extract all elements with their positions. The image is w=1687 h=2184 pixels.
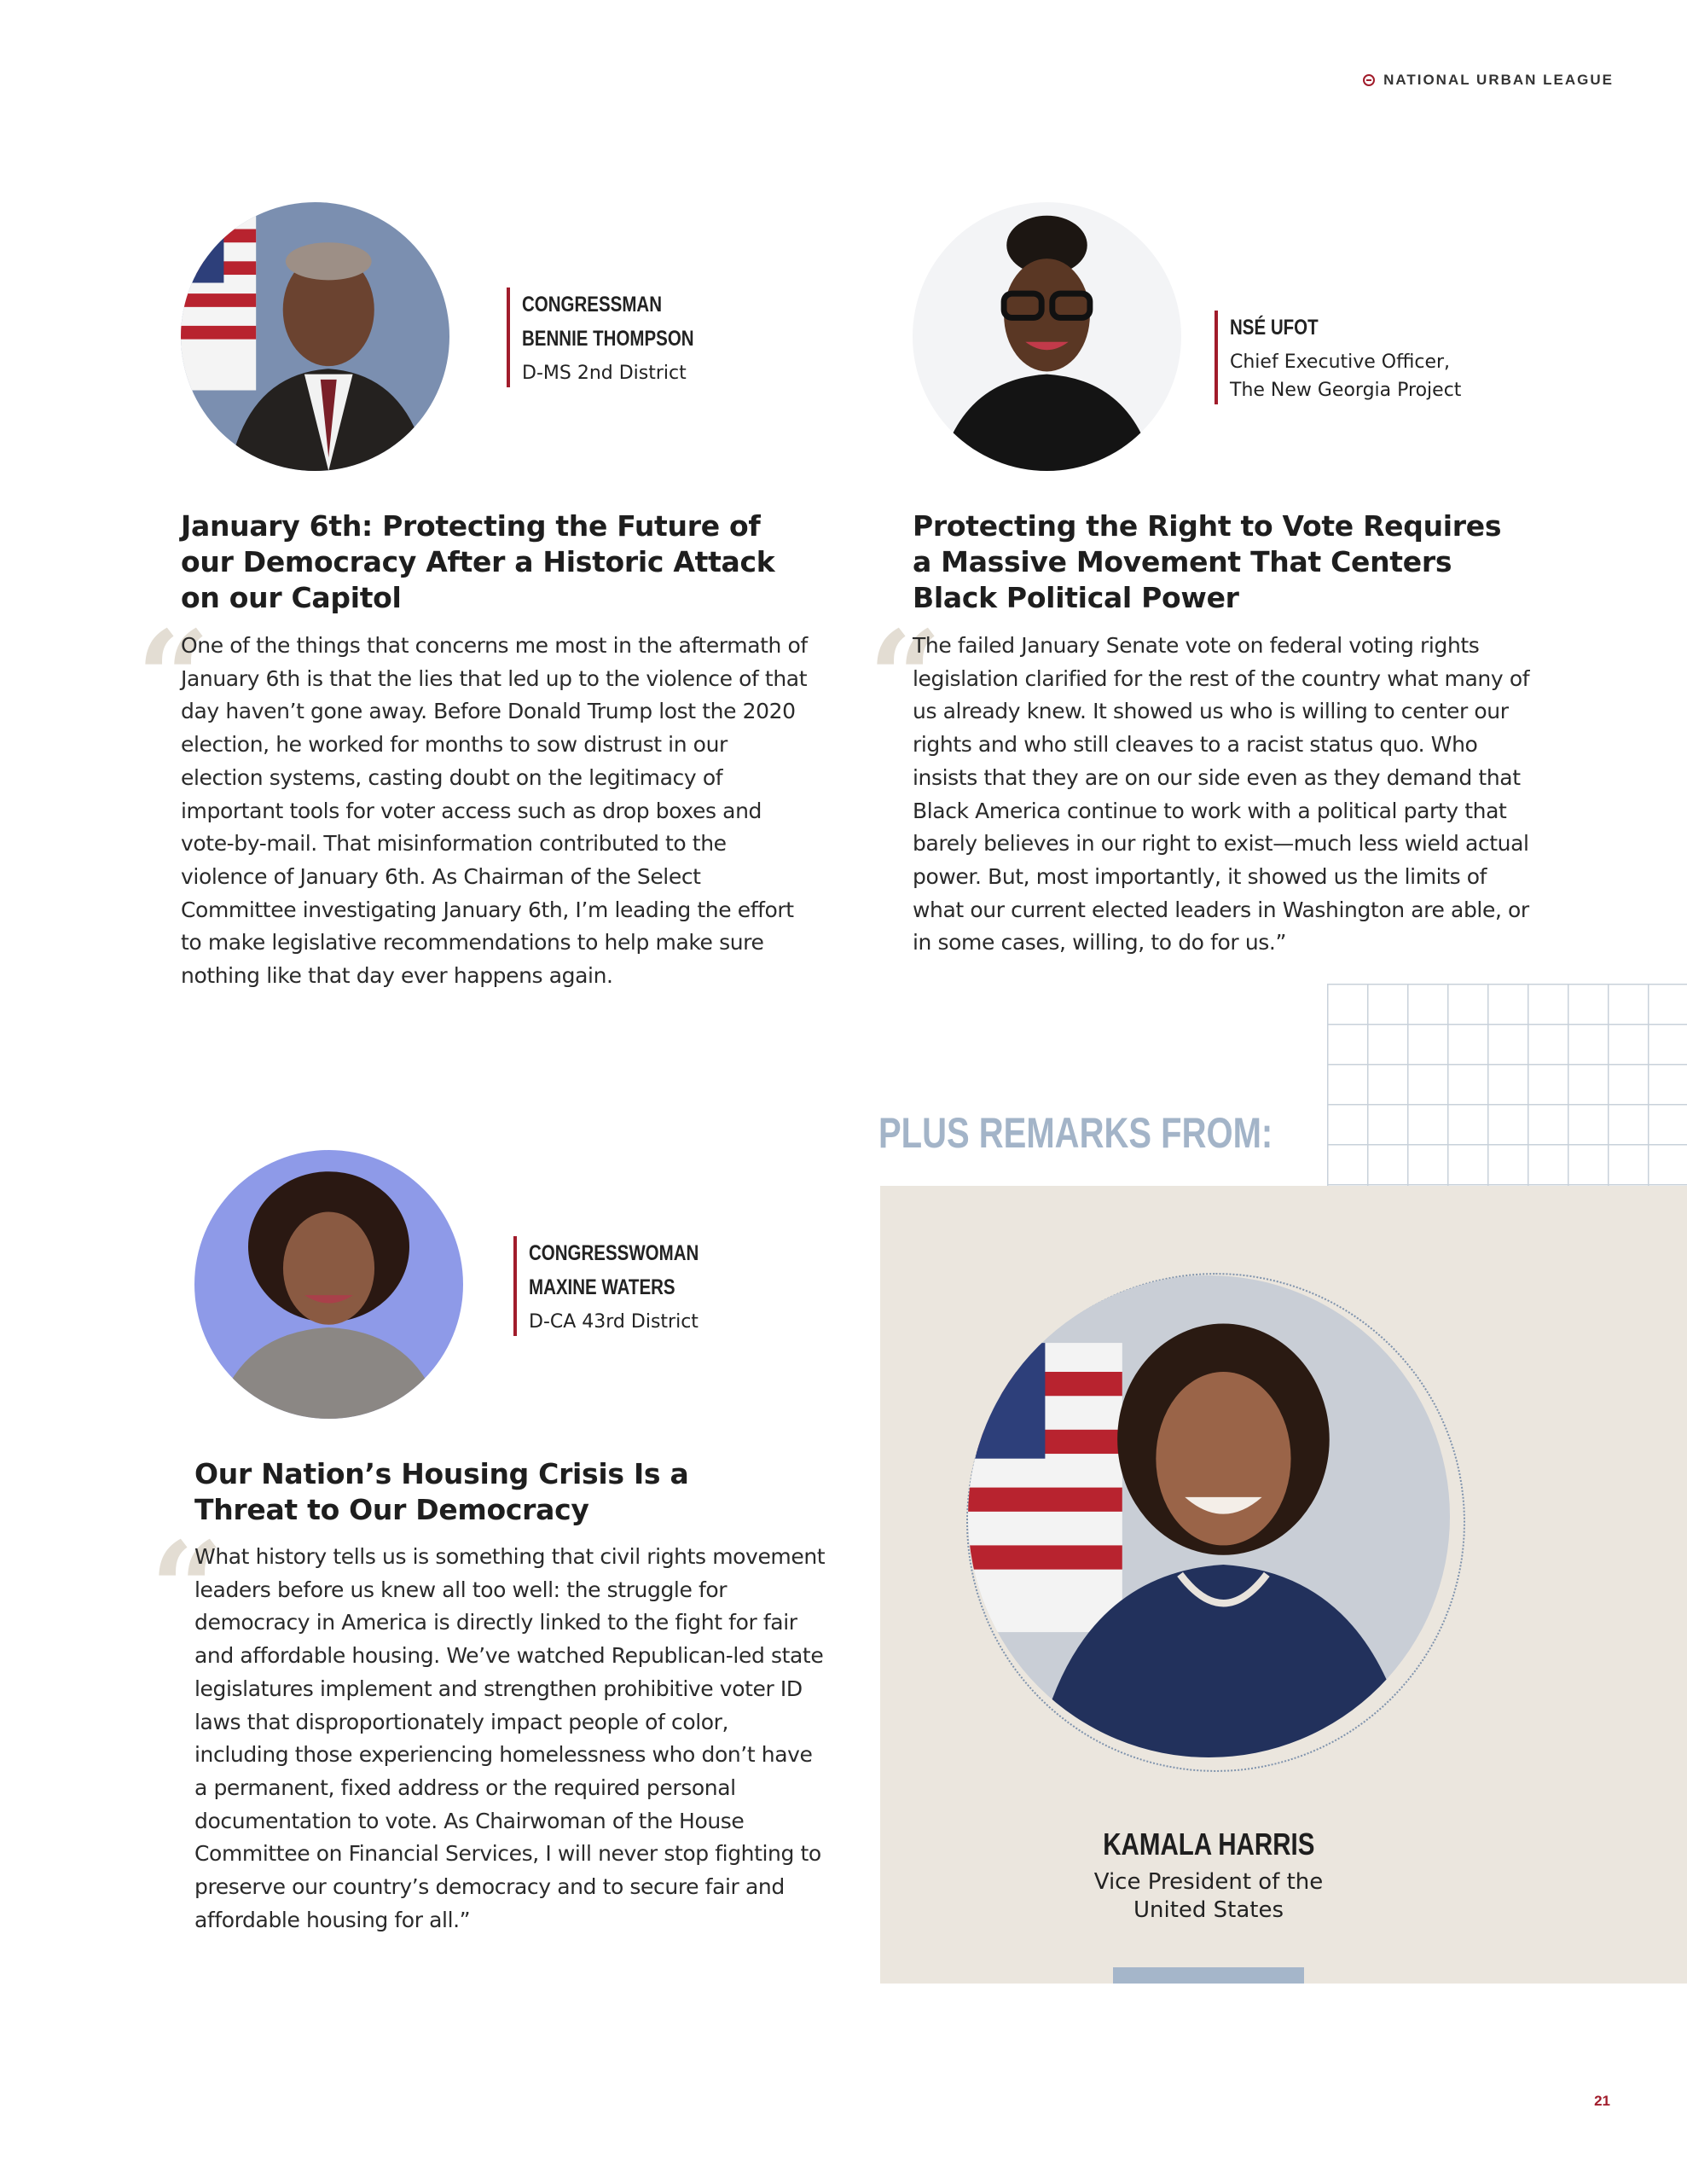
plus-remarks-heading: PLUS REMARKS FROM: (878, 1109, 1273, 1157)
speaker-title: CONGRESSWOMAN (529, 1241, 699, 1265)
speaker-role: D-CA 43rd District (529, 1311, 699, 1333)
speaker-title: CONGRESSMAN (522, 293, 663, 317)
portrait-maxine-waters (194, 1150, 463, 1419)
quote-mark-icon: “ (868, 603, 942, 753)
accent-bar (1113, 1967, 1304, 1984)
article-title: Protecting the Right to Vote Requires a Massive Movement That Centers Black Political Power (913, 509, 1502, 614)
featured-speaker-role (995, 1868, 1422, 1925)
portrait-bennie-thompson (181, 202, 449, 471)
speaker-role: Chief Executive Officer, (1230, 351, 1451, 373)
article-body: One of the things that concerns me most in the aftermath of January 6th is that the lies that led up to the violence of that day haven’t gone away. Before Donald Trump lost the 2020 election, he worked for months to sow distrust in our election systems, casting doubt on the legitimacy of important tools for voter access such as drop boxes and vote-by-mail. That misinformation contributed to the violence of January 6th. As Chairman of the Select Committee investigating January 6th, I’m leading the effort to make legislative recommendations to help make sure nothing like that day ever happens again. (181, 633, 808, 989)
speaker-role: D-MS 2nd District (522, 363, 687, 384)
speaker-bennie-thompson (507, 288, 732, 387)
speaker-name: BENNIE THOMPSON (522, 327, 694, 351)
page-number: 21 (1594, 2093, 1610, 2109)
portrait-nse-ufot (913, 202, 1181, 471)
featured-role-line1: Vice President of the (1093, 1869, 1324, 1895)
article-body: The failed January Senate vote on federal voting rights legislation clarified for the rest of the country what many of us already knew. It showed us who is willing to center our rights and who still cleaves to a racist status quo. Who insists that they are on our side even as they demand that Black America continue to work with a political party that barely believes in our right to exist—much less wield actual power. But, most importantly, it showed us the limits of what our current elected leaders in Washington are able, or in some cases, willing, to do for us.” (913, 633, 1530, 956)
brand-name: NATIONAL URBAN LEAGUE (1383, 72, 1614, 88)
speaker-name: NSÉ UFOT (1230, 316, 1319, 340)
portrait-kamala-harris (968, 1275, 1450, 1757)
speaker-nse-ufot (1215, 311, 1461, 404)
quote-mark-icon: “ (150, 1514, 224, 1664)
publication-brand (1363, 72, 1614, 89)
speaker-organization: The New Georgia Project (1230, 380, 1462, 401)
article-title: Our Nation’s Housing Crisis Is a Threat to Our Democracy (194, 1457, 689, 1526)
nul-logo-icon (1363, 74, 1375, 86)
featured-speaker-name (880, 1823, 1537, 1866)
quote-mark-icon: “ (136, 603, 211, 753)
speaker-maxine-waters (513, 1236, 736, 1336)
article-body: What history tells us is something that civil rights movement leaders before us knew all too well: the struggle for democracy in America is directly linked to the fight for fair and affordable housing. We’ve watched Republican-led state legislatures implement and strengthen prohibitive voter ID laws that disproportionately impact people of color, including those experiencing homelessness who don’t have a permanent, fixed address or the required personal documentation to vote. As Chairwoman of the House Committee on Financial Services, I will never stop fighting to preserve our country’s democracy and to secure fair and affordable housing for all.” (194, 1544, 826, 1932)
featured-role-line2: United States (1133, 1897, 1284, 1923)
article-title: January 6th: Protecting the Future of our Democracy After a Historic Attack on our Capitol (181, 509, 775, 614)
featured-speaker-name-text: KAMALA HARRIS (1102, 1827, 1315, 1862)
speaker-name: MAXINE WATERS (529, 1275, 675, 1299)
